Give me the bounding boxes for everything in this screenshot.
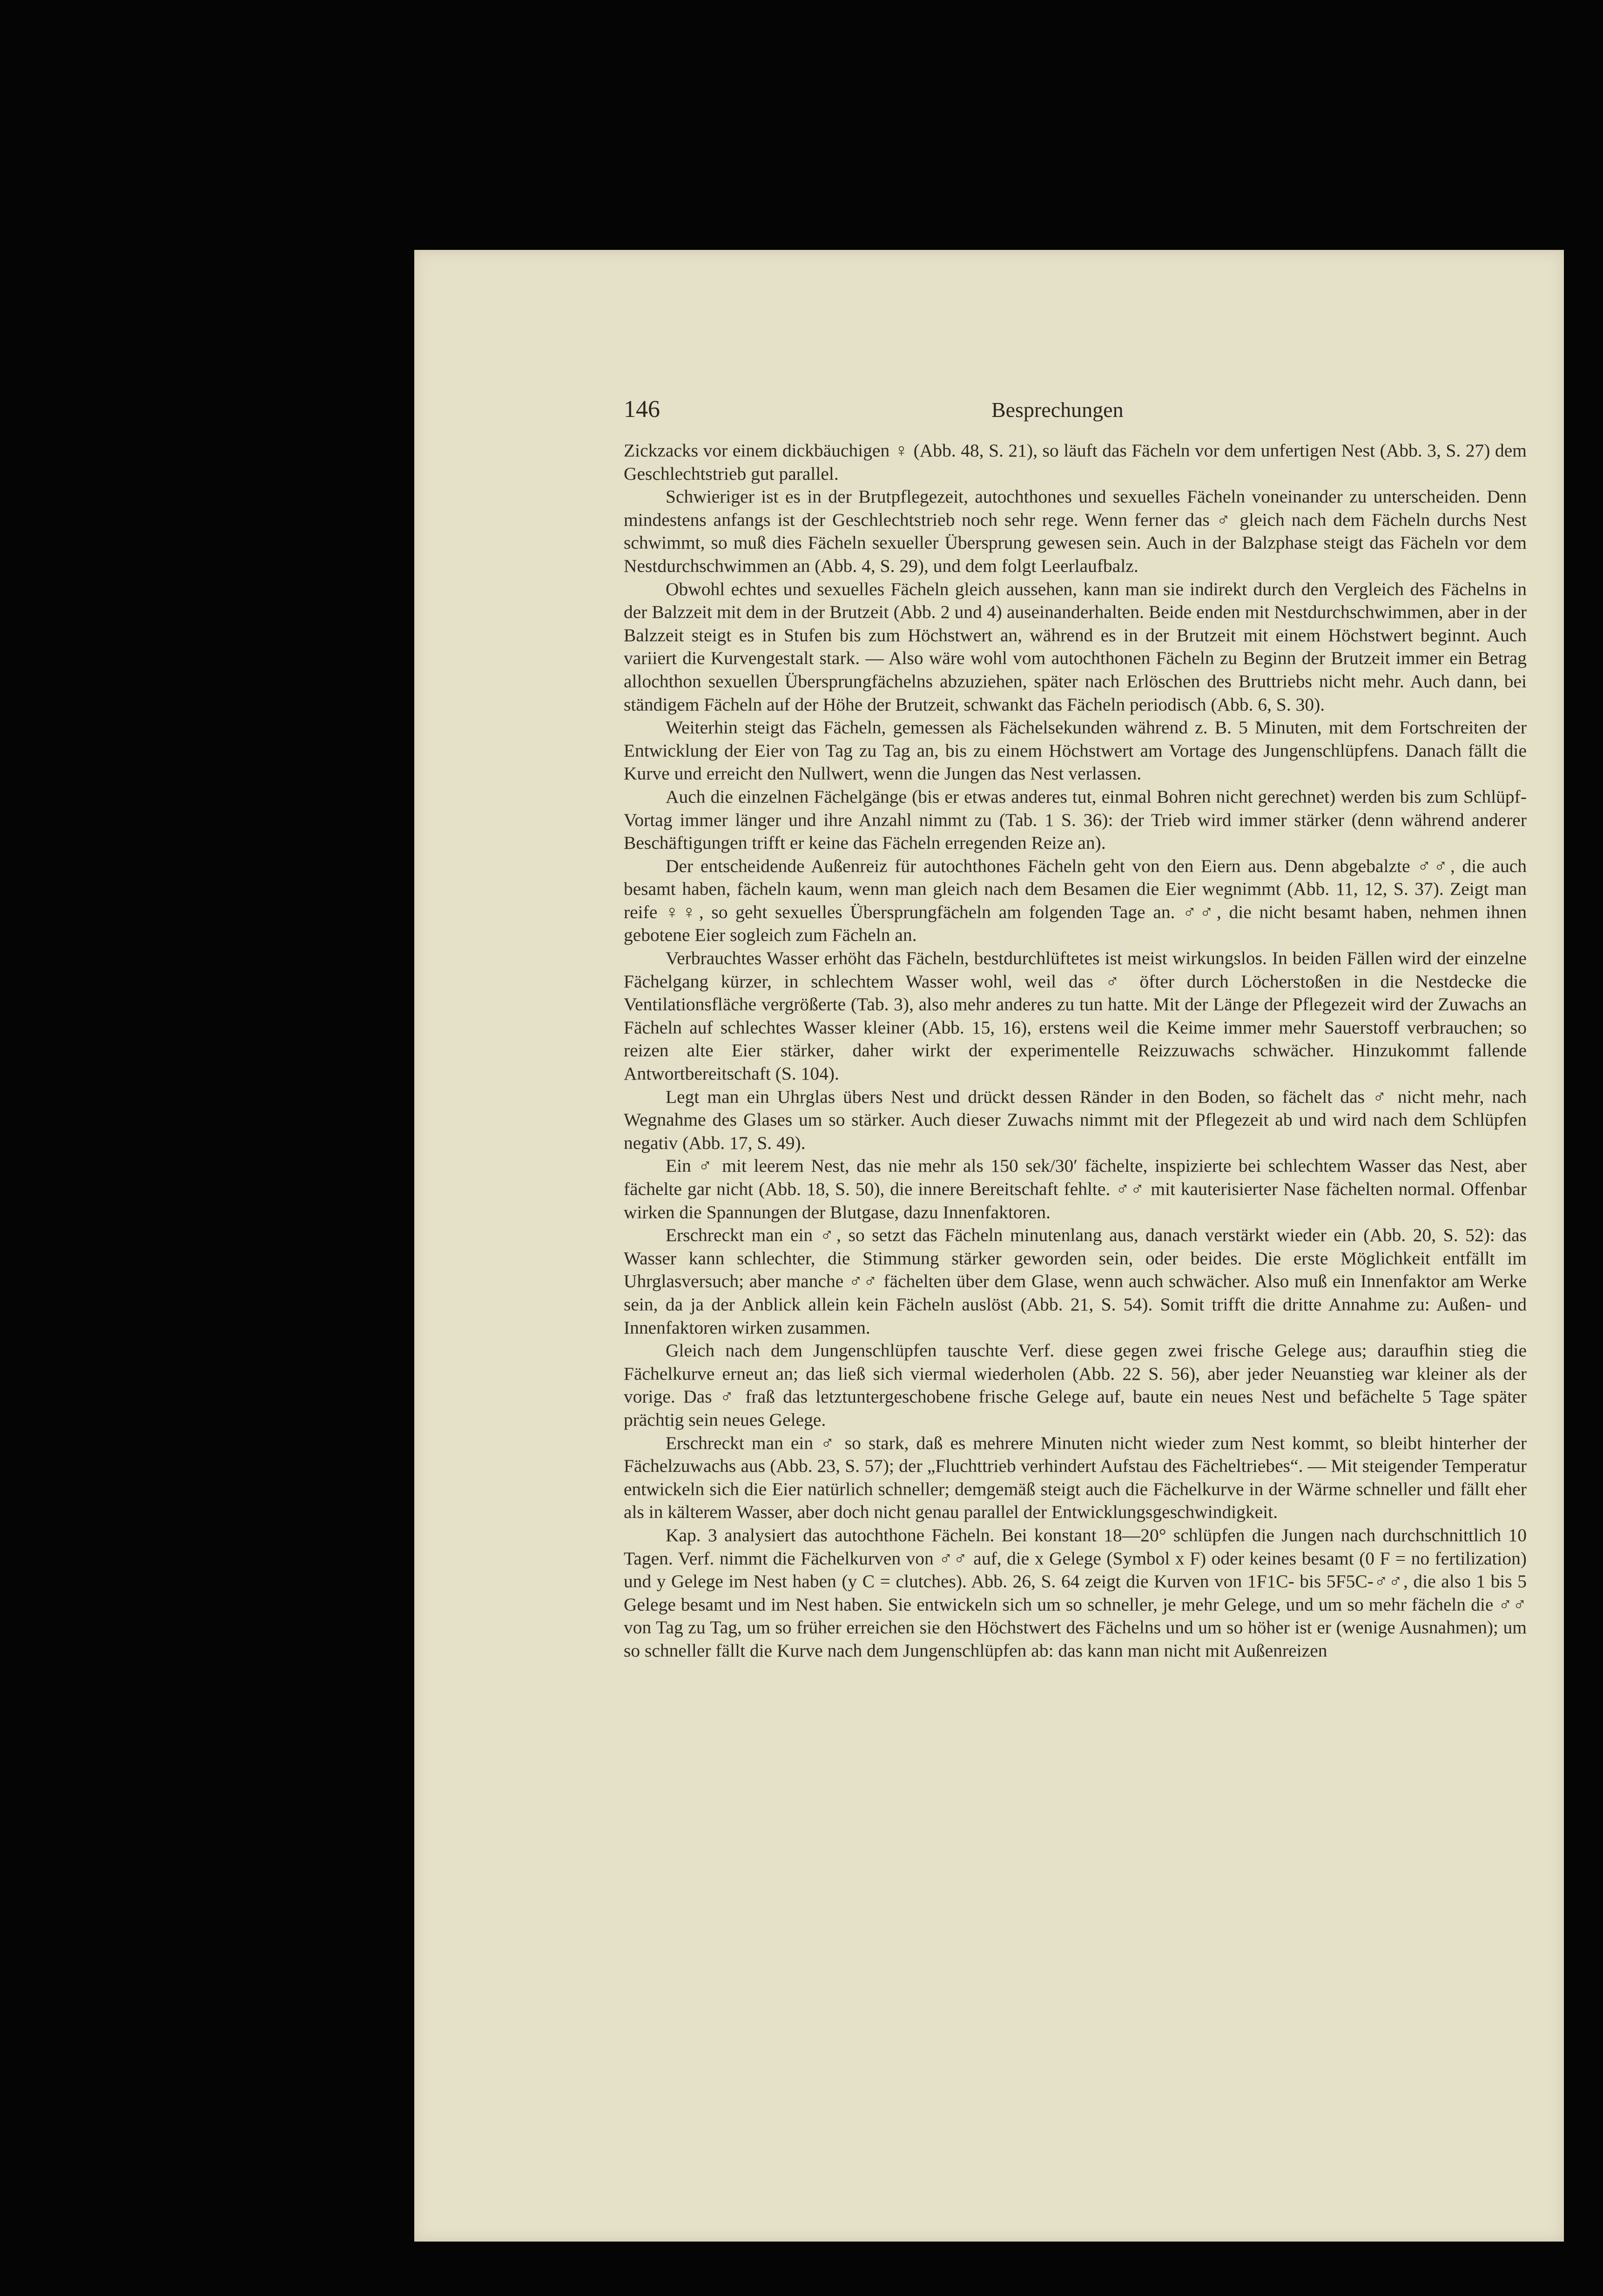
running-head: Besprechungen <box>991 398 1124 422</box>
paragraph: Obwohl echtes und sexuelles Fächeln gleich aussehen, kann man sie indirekt durch den Vergleich des Fächelns in der Balzzeit mit dem in der Brutzeit (Abb. 2 und 4) auseinanderhalten. Beide enden mit Nestdurchschwimmen, aber in der Balzzeit steigt es in Stufen bis zum Höchstwert an, während es in der Brutzeit mit einem Höchstwert beginnt. Auch variiert die Kurvengestalt stark. — Also wäre wohl vom autochthonen Fächeln zu Beginn der Brutzeit immer ein Betrag allochthon sexuellen Übersprungfächelns abzuziehen, später nach Erlöschen des Bruttriebs nicht mehr. Auch dann, bei ständigem Fächeln auf der Höhe der Brutzeit, schwankt das Fächeln periodisch (Abb. 6, S. 30). <box>624 578 1527 715</box>
paragraph: Kap. 3 analysiert das autochthone Fächeln. Bei konstant 18—20° schlüpfen die Jungen nach durchschnittlich 10 Tagen. Verf. nimmt die Fächelkurven von ♂♂ auf, die x Gelege (Symbol x F) oder keines besamt (0 F = no fertilization) und y Gelege im Nest haben (y C = clutches). Abb. 26, S. 64 zeigt die Kurven von 1F1C- bis 5F5C-♂♂, die also 1 bis 5 Gelege besamt und im Nest haben. Sie entwickeln sich um so schneller, je mehr Gelege, und um so mehr fächeln die ♂♂ von Tag zu Tag, um so früher erreichen sie den Höchstwert des Fächelns und um so höher ist er (wenige Ausnahmen); um so schneller fällt die Kurve nach dem Jungenschlüpfen ab: das kann man nicht mit Außenreizen <box>624 1524 1527 1661</box>
paragraph: Erschreckt man ein ♂, so setzt das Fächeln minutenlang aus, danach verstärkt wieder ein (Abb. 20, S. 52): das Wasser kann schlechter, die Stimmung stärker geworden sein, oder beides. Die erste Möglichkeit entfällt im Uhrglasversuch; aber manche ♂♂ fächelten über dem Glase, wenn auch schwächer. Also muß ein Innenfaktor am Werke sein, da ja der Anblick allein kein Fächeln auslöst (Abb. 21, S. 54). Somit trifft die dritte Annahme zu: Außen- und Innenfaktoren wirken zusammen. <box>624 1225 1527 1338</box>
paragraph: Schwieriger ist es in der Brutpflegezeit, autochthones und sexuelles Fächeln voneinander zu unterscheiden. Denn mindestens anfangs ist der Geschlechtstrieb noch sehr rege. Wenn ferner das ♂ gleich nach dem Fächeln durchs Nest schwimmt, so muß dies Fächeln sexueller Übersprung gewesen sein. Auch in der Balzphase steigt das Fächeln vor dem Nestdurchschwimmen an (Abb. 4, S. 29), und dem folgt Leerlaufbalz. <box>624 486 1527 576</box>
page-header <box>624 396 1527 428</box>
paragraph: Der entscheidende Außenreiz für autochthones Fächeln geht von den Eiern aus. Denn abgebalzte ♂♂, die auch besamt haben, fächeln kaum, wenn man gleich nach dem Besamen die Eier wegnimmt (Abb. 11, 12, S. 37). Zeigt man reife ♀♀, so geht sexuelles Übersprungfächeln am folgenden Tage an. ♂♂, die nicht besamt haben, nehmen ihnen gebotene Eier sogleich zum Fächeln an. <box>624 855 1527 946</box>
paragraph: Auch die einzelnen Fächelgänge (bis er etwas anderes tut, einmal Bohren nicht gerechnet) werden bis zum Schlüpf-Vortag immer länger und ihre Anzahl nimmt zu (Tab. 1 S. 36): der Trieb wird immer stärker (denn während anderer Beschäftigungen trifft er keine das Fächeln erregenden Reize an). <box>624 786 1527 853</box>
body-text <box>624 439 1527 1662</box>
paragraph: Ein ♂ mit leerem Nest, das nie mehr als 150 sek/30′ fächelte, inspizierte bei schlechtem Wasser das Nest, aber fächelte gar nicht (Abb. 18, S. 50), die innere Bereitschaft fehlte. ♂♂ mit kauterisierter Nase fächelten normal. Offenbar wirken die Spannungen der Blutgase, dazu Innenfaktoren. <box>624 1155 1527 1222</box>
paragraph: Verbrauchtes Wasser erhöht das Fächeln, bestdurchlüftetes ist meist wirkungslos. In beiden Fällen wird der einzelne Fächelgang kürzer, in schlechtem Wasser wohl, weil das ♂ öfter durch Löcherstoßen in die Nestdecke die Ventilationsfläche vergrößerte (Tab. 3), also mehr anderes zu tun hatte. Mit der Länge der Pflegezeit wird der Zuwachs an Fächeln auf schlechtes Wasser kleiner (Abb. 15, 16), erstens weil die Keime immer mehr Sauerstoff verbrauchen; so reizen alte Eier stärker, daher wirkt der experimentelle Reizzuwachs schwächer. Hinzukommt fallende Antwortbereitschaft (S. 104). <box>624 948 1527 1084</box>
paragraph: Weiterhin steigt das Fächeln, gemessen als Fächelsekunden während z. B. 5 Minuten, mit dem Fortschreiten der Entwicklung der Eier von Tag zu Tag an, bis zu einem Höchstwert am Vortage des Jungenschlüpfens. Danach fällt die Kurve und erreicht den Nullwert, wenn die Jungen das Nest verlassen. <box>624 717 1527 784</box>
paragraph: Erschreckt man ein ♂ so stark, daß es mehrere Minuten nicht wieder zum Nest kommt, so bleibt hinterher der Fächelzuwachs aus (Abb. 23, S. 57); der „Fluchttrieb verhindert Aufstau des Fächeltriebes“. — Mit steigender Temperatur entwickeln sich die Eier natürlich schneller; demgemäß steigt auch die Fächelkurve in der Wärme schneller und fällt eher als in kälterem Wasser, aber doch nicht genau parallel der Entwicklungsgeschwindigkeit. <box>624 1432 1527 1523</box>
page-number: 146 <box>624 396 660 423</box>
paragraph: Gleich nach dem Jungenschlüpfen tauschte Verf. diese gegen zwei frische Gelege aus; daraufhin stieg die Fächelkurve erneut an; das ließ sich viermal wiederholen (Abb. 22 S. 56), aber jeder Neuanstieg war kleiner als der vorige. Das ♂ fraß das letztuntergeschobene frische Gelege auf, baute ein neues Nest und befächelte 5 Tage später prächtig sein neues Gelege. <box>624 1340 1527 1430</box>
paragraph: Legt man ein Uhrglas übers Nest und drückt dessen Ränder in den Boden, so fächelt das ♂ nicht mehr, nach Wegnahme des Glases um so stärker. Auch dieser Zuwachs nimmt mit der Pflegezeit ab und wird nach dem Schlüpfen negativ (Abb. 17, S. 49). <box>624 1086 1527 1153</box>
paragraph: Zickzacks vor einem dickbäuchigen ♀ (Abb. 48, S. 21), so läuft das Fächeln vor dem unfertigen Nest (Abb. 3, S. 27) dem Geschlechtstrieb gut parallel. <box>624 440 1527 484</box>
